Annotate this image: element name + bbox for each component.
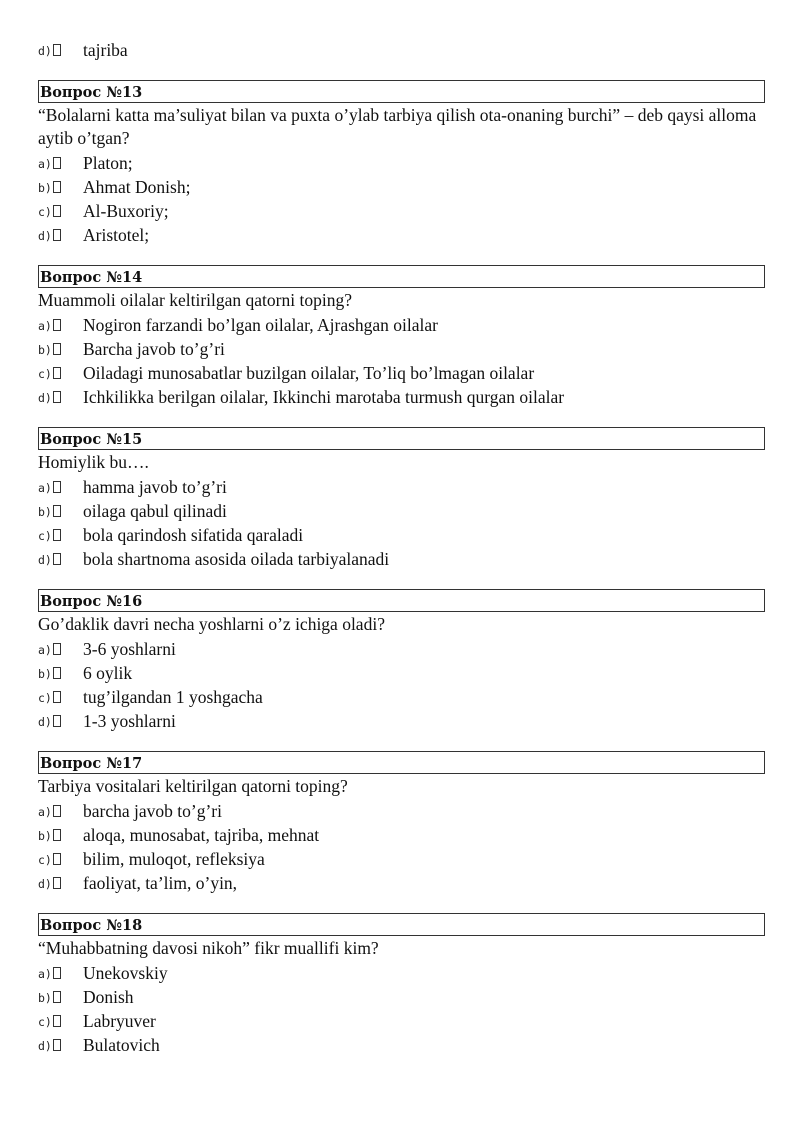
checkbox-icon bbox=[53, 877, 61, 889]
question-block bbox=[38, 80, 765, 247]
answer-option bbox=[38, 38, 765, 62]
checkbox-icon bbox=[53, 343, 61, 355]
answer-text: Labryuver bbox=[83, 1011, 156, 1031]
answer-option bbox=[38, 337, 765, 361]
answer-marker bbox=[38, 524, 61, 548]
answer-marker bbox=[38, 986, 61, 1010]
checkbox-icon bbox=[53, 529, 61, 541]
question-text: Muammoli oilalar keltirilgan qatorni toping? bbox=[38, 290, 352, 310]
answer-option bbox=[38, 175, 765, 199]
answer-option bbox=[38, 637, 765, 661]
answer-text: 1-3 yoshlarni bbox=[83, 711, 176, 731]
question-text: “Bolalarni katta ma’suliyat bilan va puxta o’ylab tarbiya qilish ota-onaning burchi” – deb qaysi alloma aytib o’tgan? bbox=[38, 105, 757, 148]
answer-letter: c) bbox=[38, 853, 52, 867]
answer-marker bbox=[38, 200, 61, 224]
answer-letter: c) bbox=[38, 529, 52, 543]
answer-option bbox=[38, 547, 765, 571]
checkbox-icon bbox=[53, 319, 61, 331]
checkbox-icon bbox=[53, 691, 61, 703]
answer-option bbox=[38, 199, 765, 223]
answer-letter: c) bbox=[38, 205, 52, 219]
question-text: Go’daklik davri necha yoshlarni o’z ichiga oladi? bbox=[38, 614, 385, 634]
answer-option bbox=[38, 523, 765, 547]
checkbox-icon bbox=[53, 715, 61, 727]
checkbox-icon bbox=[53, 553, 61, 565]
answer-letter: d) bbox=[38, 44, 52, 58]
answer-letter: d) bbox=[38, 877, 52, 891]
checkbox-icon bbox=[53, 853, 61, 865]
answer-marker bbox=[38, 686, 61, 710]
answer-text: Aristotel; bbox=[83, 225, 150, 245]
question-block bbox=[38, 427, 765, 571]
answer-marker bbox=[38, 1034, 61, 1058]
answer-letter: b) bbox=[38, 181, 52, 195]
checkbox-icon bbox=[53, 481, 61, 493]
checkbox-icon bbox=[53, 967, 61, 979]
answer-text: Barcha javob to’g’ri bbox=[83, 339, 225, 359]
answer-letter: c) bbox=[38, 367, 52, 381]
question-header: Вопрос №15 bbox=[38, 427, 765, 450]
answer-text: 6 oylik bbox=[83, 663, 133, 683]
checkbox-icon bbox=[53, 991, 61, 1003]
answer-text: faoliyat, ta’lim, o’yin, bbox=[83, 873, 238, 893]
question-header: Вопрос №17 bbox=[38, 751, 765, 774]
answer-option bbox=[38, 799, 765, 823]
answer-letter: b) bbox=[38, 829, 52, 843]
answer-text: oilaga qabul qilinadi bbox=[83, 501, 227, 521]
question-header: Вопрос №14 bbox=[38, 265, 765, 288]
answer-option bbox=[38, 685, 765, 709]
answer-option bbox=[38, 475, 765, 499]
checkbox-icon bbox=[53, 829, 61, 841]
answer-marker bbox=[38, 338, 61, 362]
checkbox-icon bbox=[53, 643, 61, 655]
answer-marker bbox=[38, 314, 61, 338]
answer-text: Unekovskiy bbox=[83, 963, 168, 983]
answer-option bbox=[38, 823, 765, 847]
answer-marker bbox=[38, 824, 61, 848]
answer-option bbox=[38, 985, 765, 1009]
answer-marker bbox=[38, 362, 61, 386]
answer-marker bbox=[38, 872, 61, 896]
answer-letter: a) bbox=[38, 157, 52, 171]
question-header: Вопрос №16 bbox=[38, 589, 765, 612]
answer-option bbox=[38, 1033, 765, 1057]
answer-option bbox=[38, 499, 765, 523]
answer-letter: d) bbox=[38, 553, 52, 567]
question-block bbox=[38, 265, 765, 409]
checkbox-icon bbox=[53, 181, 61, 193]
answer-text: Bulatovich bbox=[83, 1035, 160, 1055]
answer-letter: d) bbox=[38, 715, 52, 729]
answer-letter: b) bbox=[38, 343, 52, 357]
checkbox-icon bbox=[53, 391, 61, 403]
question-text: Homiylik bu…. bbox=[38, 452, 149, 472]
question-block bbox=[38, 589, 765, 733]
answer-letter: b) bbox=[38, 505, 52, 519]
answer-letter: a) bbox=[38, 967, 52, 981]
answer-marker bbox=[38, 548, 61, 572]
answer-text: bola shartnoma asosida oilada tarbiyalanadi bbox=[83, 549, 390, 569]
answer-text: 3-6 yoshlarni bbox=[83, 639, 176, 659]
checkbox-icon bbox=[53, 367, 61, 379]
answer-option bbox=[38, 847, 765, 871]
question-header: Вопрос №18 bbox=[38, 913, 765, 936]
checkbox-icon bbox=[53, 1039, 61, 1051]
answer-letter: d) bbox=[38, 229, 52, 243]
answer-marker bbox=[38, 710, 61, 734]
question-block bbox=[38, 913, 765, 1057]
answer-letter: a) bbox=[38, 643, 52, 657]
answer-text: tajriba bbox=[83, 40, 128, 60]
answer-text: Ichkilikka berilgan oilalar, Ikkinchi marotaba turmush qurgan oilalar bbox=[83, 387, 565, 407]
question-block bbox=[38, 751, 765, 895]
answer-option bbox=[38, 709, 765, 733]
answer-letter: d) bbox=[38, 391, 52, 405]
answer-marker bbox=[38, 386, 61, 410]
checkbox-icon bbox=[53, 157, 61, 169]
checkbox-icon bbox=[53, 805, 61, 817]
answer-text: bilim, muloqot, refleksiya bbox=[83, 849, 265, 869]
answer-option bbox=[38, 361, 765, 385]
answer-letter: a) bbox=[38, 481, 52, 495]
answer-letter: b) bbox=[38, 991, 52, 1005]
answer-text: Ahmat Donish; bbox=[83, 177, 191, 197]
answer-marker bbox=[38, 662, 61, 686]
answer-marker bbox=[38, 500, 61, 524]
answer-marker bbox=[38, 638, 61, 662]
answer-text: barcha javob to’g’ri bbox=[83, 801, 222, 821]
answer-letter: a) bbox=[38, 319, 52, 333]
answer-marker bbox=[38, 848, 61, 872]
question-text: Tarbiya vositalari keltirilgan qatorni toping? bbox=[38, 776, 348, 796]
answer-option bbox=[38, 961, 765, 985]
checkbox-icon bbox=[53, 1015, 61, 1027]
checkbox-icon bbox=[53, 505, 61, 517]
answer-text: Nogiron farzandi bo’lgan oilalar, Ajrashgan oilalar bbox=[83, 315, 439, 335]
answer-text: bola qarindosh sifatida qaraladi bbox=[83, 525, 304, 545]
answer-option bbox=[38, 661, 765, 685]
answer-option bbox=[38, 1009, 765, 1033]
answer-text: Al-Buxoriy; bbox=[83, 201, 169, 221]
answer-text: tug’ilgandan 1 yoshgacha bbox=[83, 687, 263, 707]
answer-text: Donish bbox=[83, 987, 134, 1007]
question-header: Вопрос №13 bbox=[38, 80, 765, 103]
checkbox-icon bbox=[53, 667, 61, 679]
answer-option bbox=[38, 871, 765, 895]
answer-letter: c) bbox=[38, 1015, 52, 1029]
checkbox-icon bbox=[53, 229, 61, 241]
answer-text: hamma javob to’g’ri bbox=[83, 477, 227, 497]
answer-option bbox=[38, 313, 765, 337]
answer-marker bbox=[38, 1010, 61, 1034]
question-text: “Muhabbatning davosi nikoh” fikr muallifi kim? bbox=[38, 938, 379, 958]
answer-option bbox=[38, 385, 765, 409]
answer-text: aloqa, munosabat, tajriba, mehnat bbox=[83, 825, 320, 845]
checkbox-icon bbox=[53, 205, 61, 217]
answer-letter: b) bbox=[38, 667, 52, 681]
answer-marker bbox=[38, 476, 61, 500]
answer-option bbox=[38, 223, 765, 247]
answer-marker bbox=[38, 39, 61, 63]
answer-text: Oiladagi munosabatlar buzilgan oilalar, To’liq bo’lmagan oilalar bbox=[83, 363, 535, 383]
answer-marker bbox=[38, 800, 61, 824]
answer-marker bbox=[38, 962, 61, 986]
checkbox-icon bbox=[53, 44, 61, 56]
answer-marker bbox=[38, 152, 61, 176]
answer-marker bbox=[38, 224, 61, 248]
answer-text: Platon; bbox=[83, 153, 133, 173]
document-page bbox=[38, 38, 765, 1057]
answer-letter: d) bbox=[38, 1039, 52, 1053]
answer-letter: c) bbox=[38, 691, 52, 705]
answer-option bbox=[38, 151, 765, 175]
answer-marker bbox=[38, 176, 61, 200]
answer-letter: a) bbox=[38, 805, 52, 819]
